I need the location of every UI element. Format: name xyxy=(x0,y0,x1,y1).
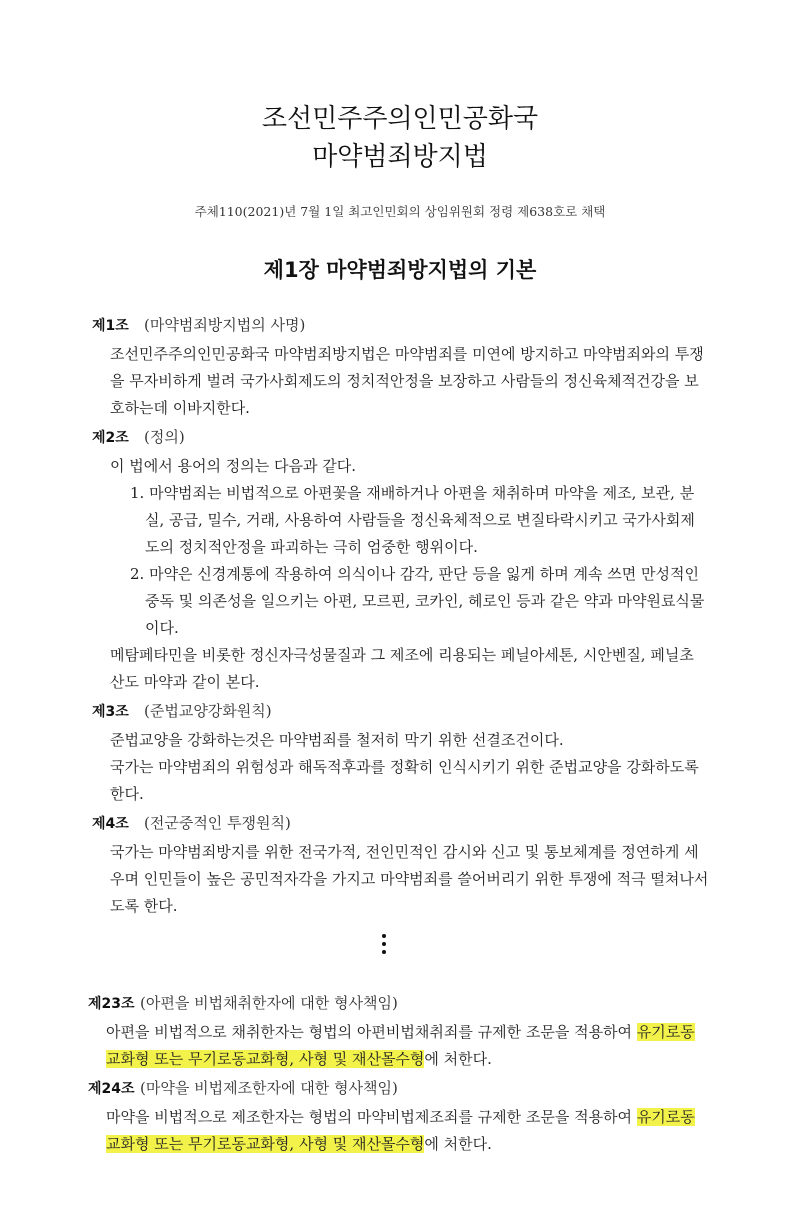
article-text: 국가는 마약범죄의 위험성과 해독적후과를 정확히 인식시키기 위한 준법교양을 강화하도록 xyxy=(110,758,699,776)
article-text: 국가는 마약범죄방지를 위한 전국가적, 전인민적인 감시와 신고 및 통보체계를 정연하게 세 xyxy=(110,843,699,861)
article-title: (정의) xyxy=(144,428,185,446)
article-23 xyxy=(88,988,708,1073)
article-text: 에 처한다. xyxy=(424,1050,492,1068)
article-text: 준법교양을 강화하는것은 마약범죄를 철저히 막기 위한 선결조건이다. xyxy=(110,731,564,749)
article-title: (아편을 비법채취한자에 대한 형사책임) xyxy=(140,994,398,1012)
article-text: 한다. xyxy=(110,785,144,803)
law-title-name: 마약범죄방지법 xyxy=(312,142,488,172)
adoption-note: 주체110(2021)년 7월 1일 최고인민회의 상임위원회 정령 제638호로 채택 xyxy=(194,204,606,219)
article-24 xyxy=(88,1073,708,1158)
article-number: 제4조 xyxy=(92,816,129,832)
list-item-1: 1. 마약범죄는 비법적으로 아편꽃을 재배하거나 아편을 채취하며 마약을 제조, 보관, 분 xyxy=(130,484,695,502)
article-text: 조선민주주의인민공화국 마약범죄방지법은 마약범죄를 미연에 방지하고 마약범죄와의 투쟁 xyxy=(110,345,704,363)
article-text: 에 처한다. xyxy=(424,1135,492,1153)
article-1 xyxy=(92,310,712,422)
highlighted-text: 유기로동 xyxy=(636,1023,695,1041)
article-text: 산도 마약과 같이 본다. xyxy=(110,673,260,691)
article-4 xyxy=(92,808,712,920)
highlighted-text: 유기로동 xyxy=(636,1108,695,1126)
list-item-1-cont: 실, 공급, 밀수, 거래, 사용하여 사람들을 정신육체적으로 변질타락시키고 국가사회제 xyxy=(145,511,695,529)
article-text: 이 법에서 용어의 정의는 다음과 같다. xyxy=(110,457,356,475)
article-text: 아편을 비법적으로 채취한자는 형법의 아편비법채취죄를 규제한 조문을 적용하여 xyxy=(106,1023,637,1041)
highlighted-text: 교화형 또는 무기로동교화형, 사형 및 재산몰수형 xyxy=(106,1050,425,1068)
article-2 xyxy=(92,422,712,696)
article-title: (마약범죄방지법의 사명) xyxy=(144,316,306,334)
article-number: 제2조 xyxy=(92,430,129,446)
article-text: 마약을 비법적으로 제조한자는 형법의 마약비법제조죄를 규제한 조문을 적용하여 xyxy=(106,1108,637,1126)
list-item-2-cont: 이다. xyxy=(145,619,179,637)
article-number: 제1조 xyxy=(92,318,129,334)
article-number: 제3조 xyxy=(92,704,129,720)
article-3 xyxy=(92,696,712,808)
article-text: 호하는데 이바지한다. xyxy=(110,399,250,417)
article-text: 을 무자비하게 벌려 국가사회제도의 정치적안정을 보장하고 사람들의 정신육체적건강을 보 xyxy=(110,372,699,390)
law-title-country: 조선민주주의인민공화국 xyxy=(261,104,539,134)
list-item-2: 2. 마약은 신경계통에 작용하여 의식이나 감각, 판단 등을 잃게 하며 계속 쓰면 만성적인 xyxy=(130,565,699,583)
ellipsis-vertical-icon xyxy=(380,934,388,958)
list-item-1-cont: 도의 정치적안정을 파괴하는 극히 엄중한 행위이다. xyxy=(145,538,478,556)
article-number: 제23조 xyxy=(88,996,135,1012)
article-text: 도록 한다. xyxy=(110,897,178,915)
article-text: 메탐페타민을 비롯한 정신자극성물질과 그 제조에 리용되는 페닐아세톤, 시안벤질, 페닐초 xyxy=(110,646,694,664)
article-title: (마약을 비법제조한자에 대한 형사책임) xyxy=(140,1079,398,1097)
list-item-2-cont: 중독 및 의존성을 일으키는 아편, 모르핀, 코카인, 헤로인 등과 같은 약과 마약원료식물 xyxy=(145,592,705,610)
chapter-heading: 제1장 마약범죄방지법의 기본 xyxy=(263,258,537,282)
article-number: 제24조 xyxy=(88,1081,135,1097)
article-title: (전군중적인 투쟁원칙) xyxy=(144,814,291,832)
article-text: 우며 인민들이 높은 공민적자각을 가지고 마약범죄를 쓸어버리기 위한 투쟁에 적극 떨쳐나서 xyxy=(110,870,709,888)
article-title: (준법교양강화원칙) xyxy=(144,702,272,720)
highlighted-text: 교화형 또는 무기로동교화형, 사형 및 재산몰수형 xyxy=(106,1135,425,1153)
